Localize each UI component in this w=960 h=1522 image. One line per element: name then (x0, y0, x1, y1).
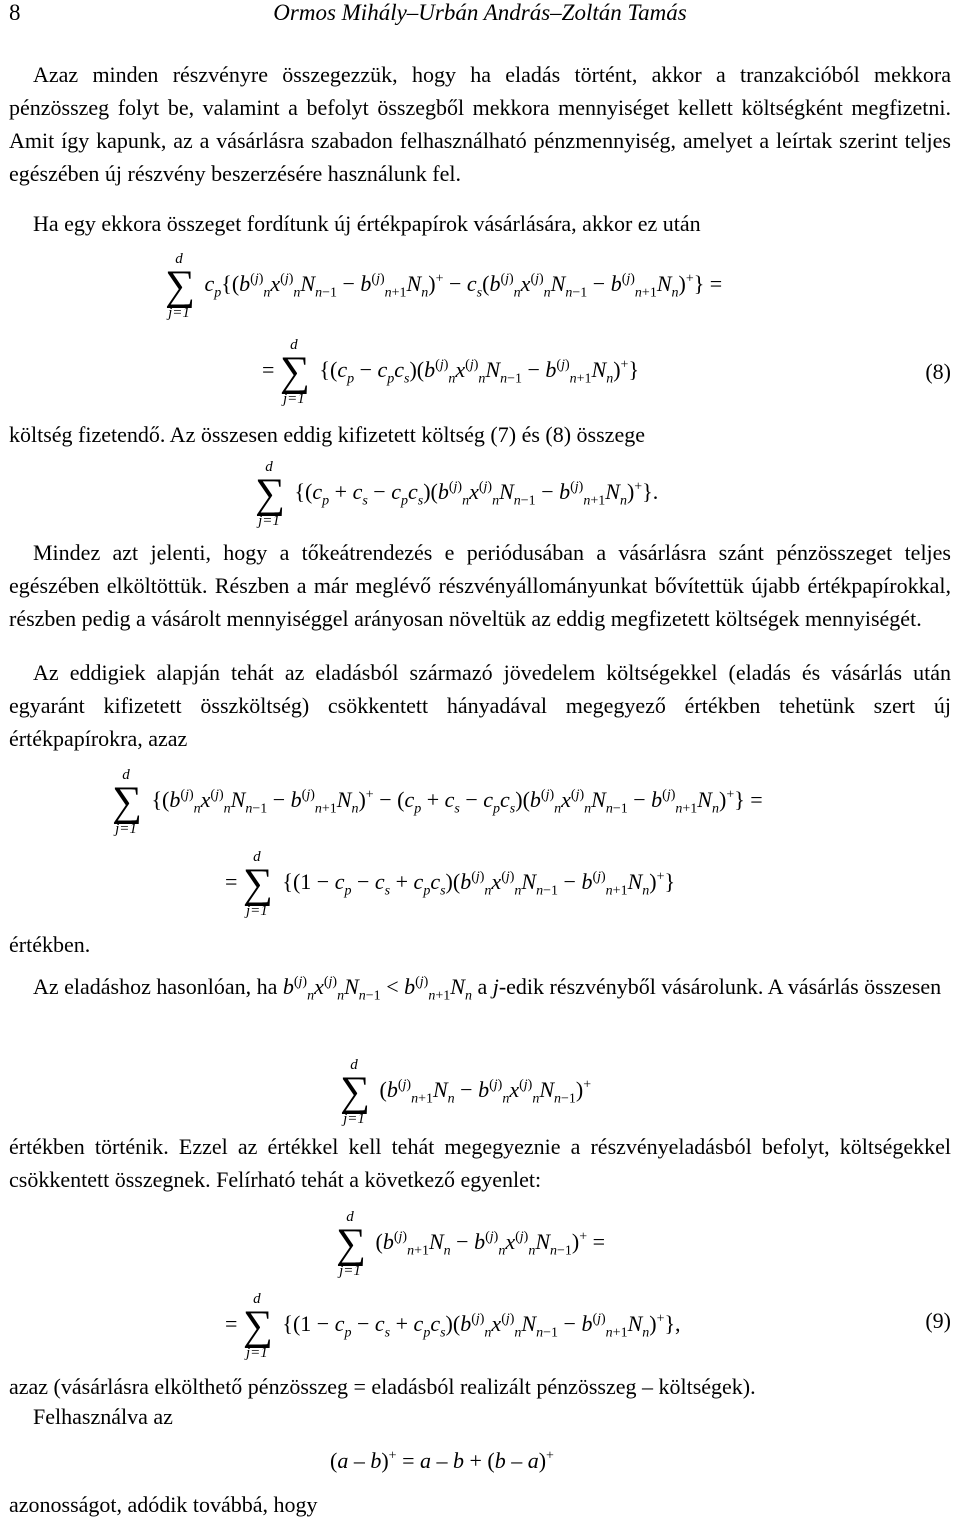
paragraph-5: Az eddigiek alapján tehát az eladásból származó jövedelem költségekkel (eladás és vásárlás után egyaránt kifizetett összköltség) csökkentett hányadával megegyező értékben tehetünk szert új értékpapírokra, azaz (9, 660, 951, 751)
equation-8-line-2: = d ∑ j=1 $\{(c_p - c_pc_s)(b^{(j)}_nx^{(j)}_nN_{n-1} - b^{(j)}_{n+1}N_n)^+\}$ (262, 337, 640, 407)
equation-9-line-1: d ∑ j=1 $(b^{(j)}_{n+1}N_n - b^{(j)}_nx^{(j)}_nN_{n-1})^+$ = (336, 1209, 606, 1279)
paragraph-4: Mindez azt jelenti, hogy a tőkeátrendezés e periódusában a vásárlásra szánt pénzösszeget teljes egészében elköltöttük. Részben a már meglévő részvényállományunkat bővítettük újabb értékpapírokkal, részben pedig a vásárolt mennyiséggel arányosan növeltük az eddig megfizetett költségek mennyiségét. (9, 540, 951, 631)
equation-label-9: (9) (925, 1308, 951, 1333)
page-number: 8 (9, 0, 21, 25)
paragraph-11: azonosságot, adódik továbbá, hogy (9, 1492, 318, 1517)
equation-8-line-1: d ∑ j=1 $c_p\{(b^{(j)}_nx^{(j)}_nN_{n-1} - b^{(j)}_{n+1}N_n)^+ - c_s(b^{(j)}_nx^{(j)}_nN_{n-1} - b^{(j)}_{n+1}N_n)^+\}$ = (165, 251, 723, 321)
running-title: Ormos Mihály–Urbán András–Zoltán Tamás (273, 0, 687, 25)
equation-9-line-2: = d ∑ j=1 $\{(1 - c_p - c_s + c_pc_s)(b^{(j)}_nx^{(j)}_nN_{n-1} - b^{(j)}_{n+1}N_n)^+\}$, (225, 1291, 681, 1361)
equation-block-2-line-1: d ∑ j=1 $\{(b^{(j)}_nx^{(j)}_nN_{n-1} - b^{(j)}_{n+1}N_n)^+ - (c_p + c_s - c_pc_s)(b^{(j)}_nx^{(j)}_nN_{n-1} - b^{(j)}_{n+1}N_n)^+\}$ = (112, 767, 763, 837)
paragraph-10: Felhasználva az (33, 1404, 173, 1429)
paragraph-7: Az eladáshoz hasonlóan, ha $b^{(j)}_nx^{(j)}_nN_{n-1} < b^{(j)}_{n+1}N_n$ a j-edik részvényből vásárolunk. A vásárlás összesen (33, 974, 942, 1004)
equation-total-cost: d ∑ j=1 $\{(c_p + c_s - c_pc_s)(b^{(j)}_nx^{(j)}_nN_{n-1} - b^{(j)}_{n+1}N_n)^+\}$. (255, 459, 659, 529)
paragraph-6: értékben. (9, 932, 91, 957)
paragraph-1: Azaz minden részvényre összegezzük, hogy ha eladás történt, akkor a tranzakcióból mekkora pénzösszeg folyt be, valamint a befolyt összegből mekkora mennyiséget kellett költségként megfizetni. Amit így kapunk, az a vásárlásra szabadon felhasználható pénzmennyiség, amelyet a leírtak szerint teljes egészében új részvény beszerzésére használunk fel. (9, 62, 951, 186)
equation-block-2-line-2: = d ∑ j=1 $\{(1 - c_p - c_s + c_pc_s)(b^{(j)}_nx^{(j)}_nN_{n-1} - b^{(j)}_{n+1}N_n)^+\}$ (225, 849, 676, 919)
equation-purchase-total: d ∑ j=1 $(b^{(j)}_{n+1}N_n - b^{(j)}_nx^{(j)}_nN_{n-1})^+$ (340, 1057, 592, 1127)
page-header (9, 0, 951, 30)
paragraph-2: Ha egy ekkora összeget fordítunk új értékpapírok vásárlására, akkor ez után (33, 211, 701, 236)
equation-identity: (a – b)+ = a – b + (b – a)+ (330, 1448, 554, 1473)
paragraph-3: költség fizetendő. Az összesen eddig kifizetett költség (7) és (8) összege (9, 422, 645, 447)
paragraph-9: azaz (vásárlásra elkölthető pénzösszeg = eladásból realizált pénzösszeg – költségek). (9, 1374, 756, 1399)
equation-label-8: (8) (925, 359, 951, 384)
paragraph-8: értékben történik. Ezzel az értékkel kell tehát megegyeznie a részvényeladásból befolyt, költségekkel csökkentett összegnek. Felírható tehát a következő egyenlet: (9, 1134, 951, 1192)
